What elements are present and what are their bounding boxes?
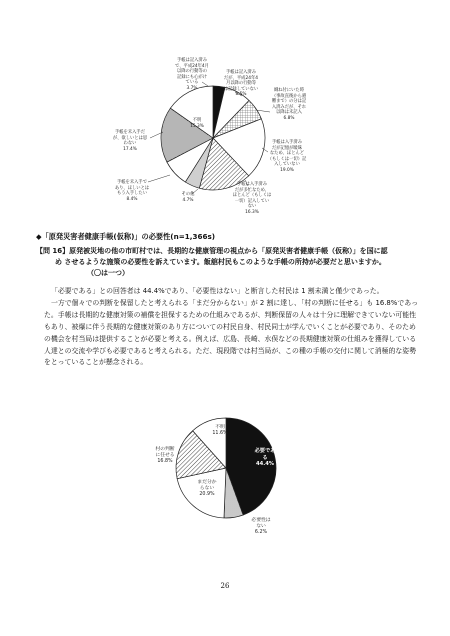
- pie2-label-2: まだ分か らない 20.9%: [197, 480, 217, 498]
- question-line-1: 【問 16】原発被災地の他の市町村では、長期的な健康管理の視点から「原発災害者健康手帳（仮称）」を国に認: [36, 247, 388, 255]
- pie1-label-1: 手帳は記入済み だが、平成24年4 月以降の行動等 は記録していない 8.5%: [223, 70, 259, 98]
- pie2-label-1: 必要性は ない 6.2%: [251, 518, 271, 536]
- body-paragraph-2: 一方で個々での判断を保留したと考えられる「まだ分からない」が 2 割に達し、「村の判断に任せる」も 16.8%であった。手帳は長期的な健康対策の補償を担保するための仕組みであるが、判断保留の人々は十分に理解できていない可能性もあり、被爆に伴う長期的な健康対策のあり方についての村民自身、村民同士が学んでいくことが必要であり、そのための機会を村当局は提供することが必要と考える。例えば、広島、長崎、水俣などの長期健康対策の仕組みを獲得している人達との交流や学びも必要であると考えられる。ただ、現段階では村当局が、この種の手帳の交付に関して消極的な姿勢をとっていることが懸念される。: [44, 298, 418, 367]
- pie1-label-6: 手帳を未入手で あり、ほしいとは もう入手したい 8.4%: [114, 180, 150, 202]
- pie1-label-7: 手帳を未入手だ が、欲しいとは思 わない 17.4%: [112, 130, 148, 152]
- body-paragraph-1: 「必要である」との回答者は 44.4%であり、「必要性はない」と断言した村民は 1 割未満と僅少であった。: [51, 287, 384, 295]
- question-line-2: め させるような施策の必要性を訴えています。飯舘村民もこのような手帳の所持が必要だと思いますか。: [55, 258, 386, 266]
- pie1-label-2: 織ね付にいた時 （事故直後から避 難まで）の分は記 入済みだが、それ 以降は未記入 6.8%: [271, 88, 307, 121]
- pie2-label-3: 村の判断 に任せる 16.8%: [155, 447, 175, 465]
- pie1-label-5: その他 4.7%: [181, 192, 195, 203]
- question-line-3: （〇は一つ）: [87, 269, 129, 277]
- section-heading: ◆「原発災害者健康手帳(仮称)」の必要性(n=1,366s): [36, 232, 216, 241]
- pie1-label-3: 手帳は入手済み だが記憶が曖昧 なため、ほとんど （もしくは一切）記 入していない 19.0%: [267, 140, 307, 173]
- page-number: 26: [220, 582, 230, 590]
- pie2-label-0: 必要であ る 44.4%: [254, 448, 276, 468]
- pie1-label-8: 不明 15.3%: [190, 118, 204, 129]
- pie1-label-0: 手帳は記入済み で、平成24年4月 以降の行動等の 記録にも心がけ ている 3.7%: [175, 58, 209, 91]
- pie1-label-4: 手帳は入手済み だが多忙なため、 ほとんど（もしくは 一切）記入してい ない 16.3%: [232, 182, 272, 215]
- pie2-label-4: 不明 11.6%: [212, 425, 228, 437]
